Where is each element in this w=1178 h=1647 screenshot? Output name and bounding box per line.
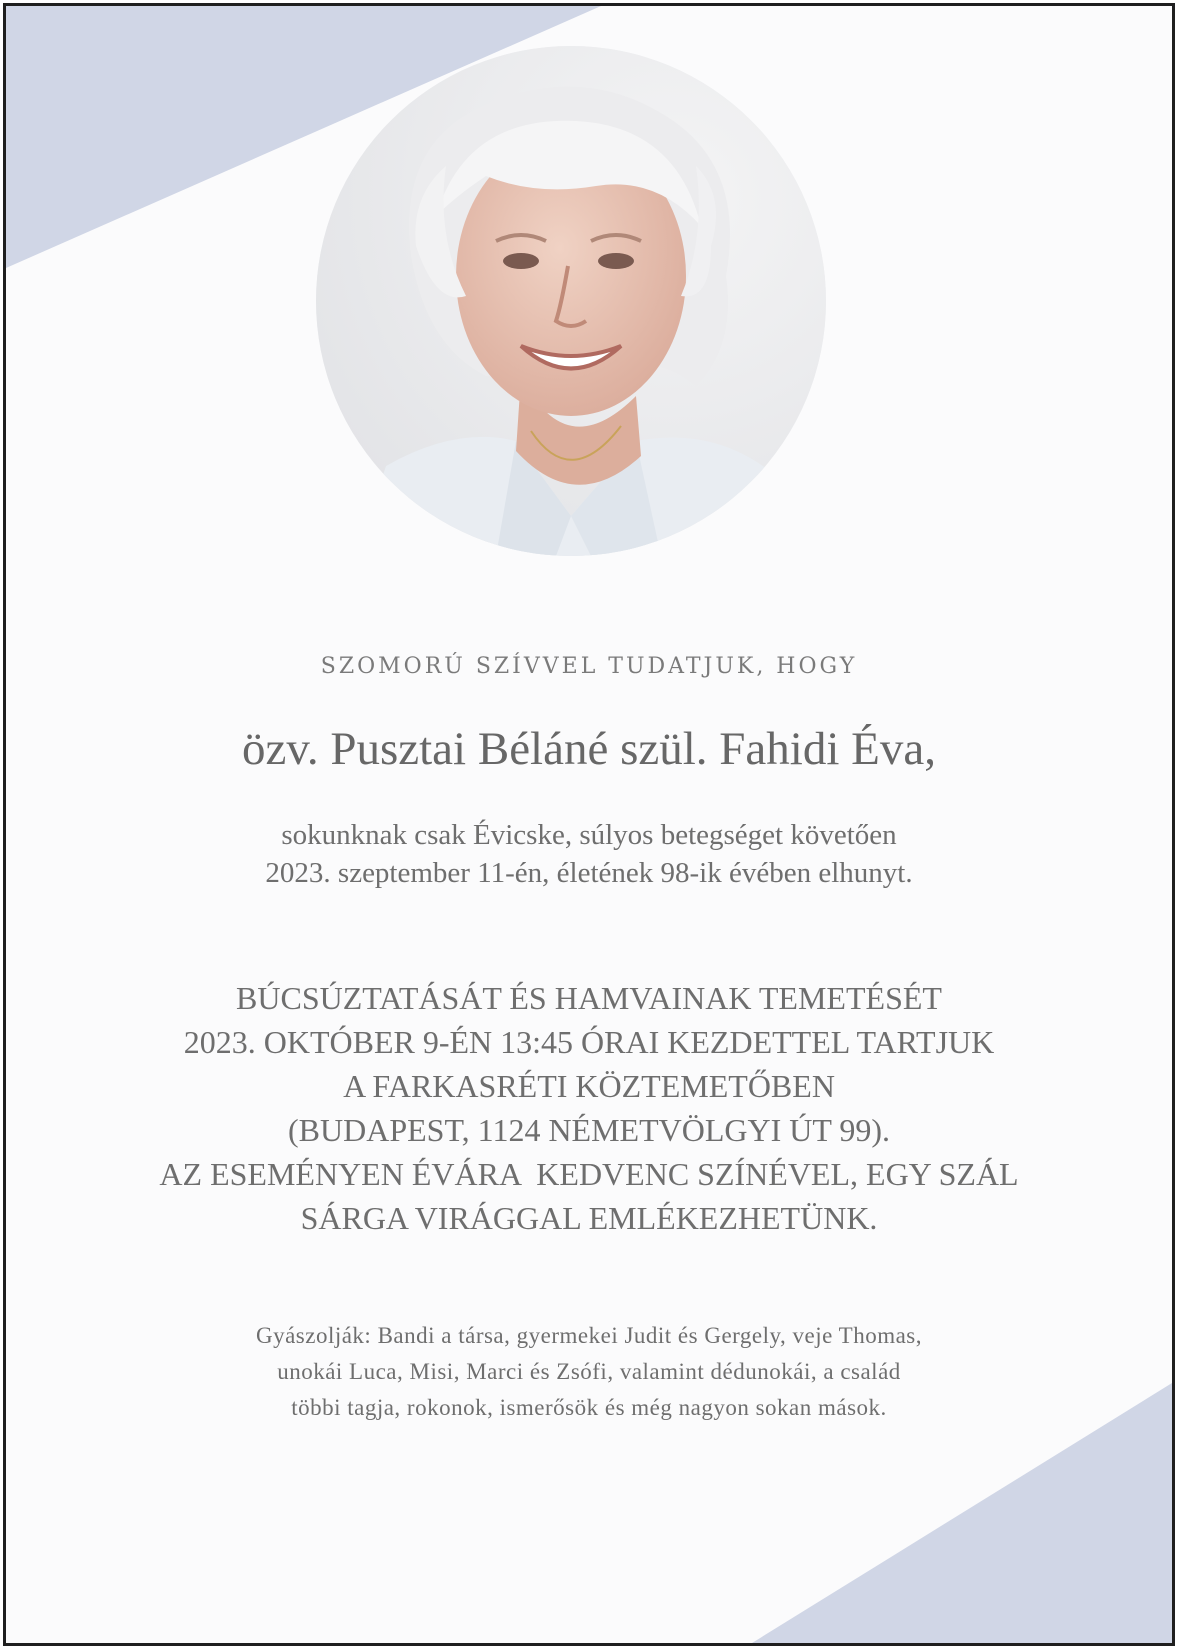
mourners-line: unokái Luca, Misi, Marci és Zsófi, valamint dédunokái, a család: [277, 1359, 901, 1384]
ceremony-line: A FARKASRÉTI KÖZTEMETŐBEN: [343, 1068, 835, 1104]
mourners-line: többi tagja, rokonok, ismerősök és még nagyon sokan mások.: [291, 1395, 887, 1420]
mourners-line: Gyászolják: Bandi a társa, gyermekei Judit és Gergely, veje Thomas,: [255, 1323, 923, 1348]
deceased-name: özv. Pusztai Béláné szül. Fahidi Éva,: [242, 723, 936, 775]
portrait-photo: [316, 46, 826, 556]
ceremony-line: BÚCSÚZTATÁSÁT ÉS HAMVAINAK TEMETÉSÉT: [236, 980, 942, 1016]
ceremony-line: SÁRGA VIRÁGGAL EMLÉKEZHETÜNK.: [300, 1200, 878, 1236]
death-details: [6, 816, 1172, 892]
card-frame: [3, 3, 1175, 1646]
ceremony-line: AZ ESEMÉNYEN ÉVÁRA KEDVENC SZÍNÉVEL, EGY SZÁL: [159, 1156, 1019, 1192]
ceremony-line: (BUDAPEST, 1124 NÉMETVÖLGYI ÚT 99).: [287, 1112, 891, 1148]
death-details-line: sokunknak csak Évicske, súlyos betegséget követően: [281, 819, 897, 851]
mourners-list: [6, 1318, 1172, 1426]
death-details-line: 2023. szeptember 11-én, életének 98-ik évében elhunyt.: [265, 857, 913, 889]
intro-text: SZOMORÚ SZÍVVEL TUDATJUK, HOGY: [320, 654, 858, 679]
ceremony-line: 2023. OKTÓBER 9-ÉN 13:45 ÓRAI KEZDETTEL TARTJUK: [183, 1024, 995, 1060]
portrait-photo-icon: [316, 46, 826, 556]
ceremony-info: [6, 976, 1172, 1240]
